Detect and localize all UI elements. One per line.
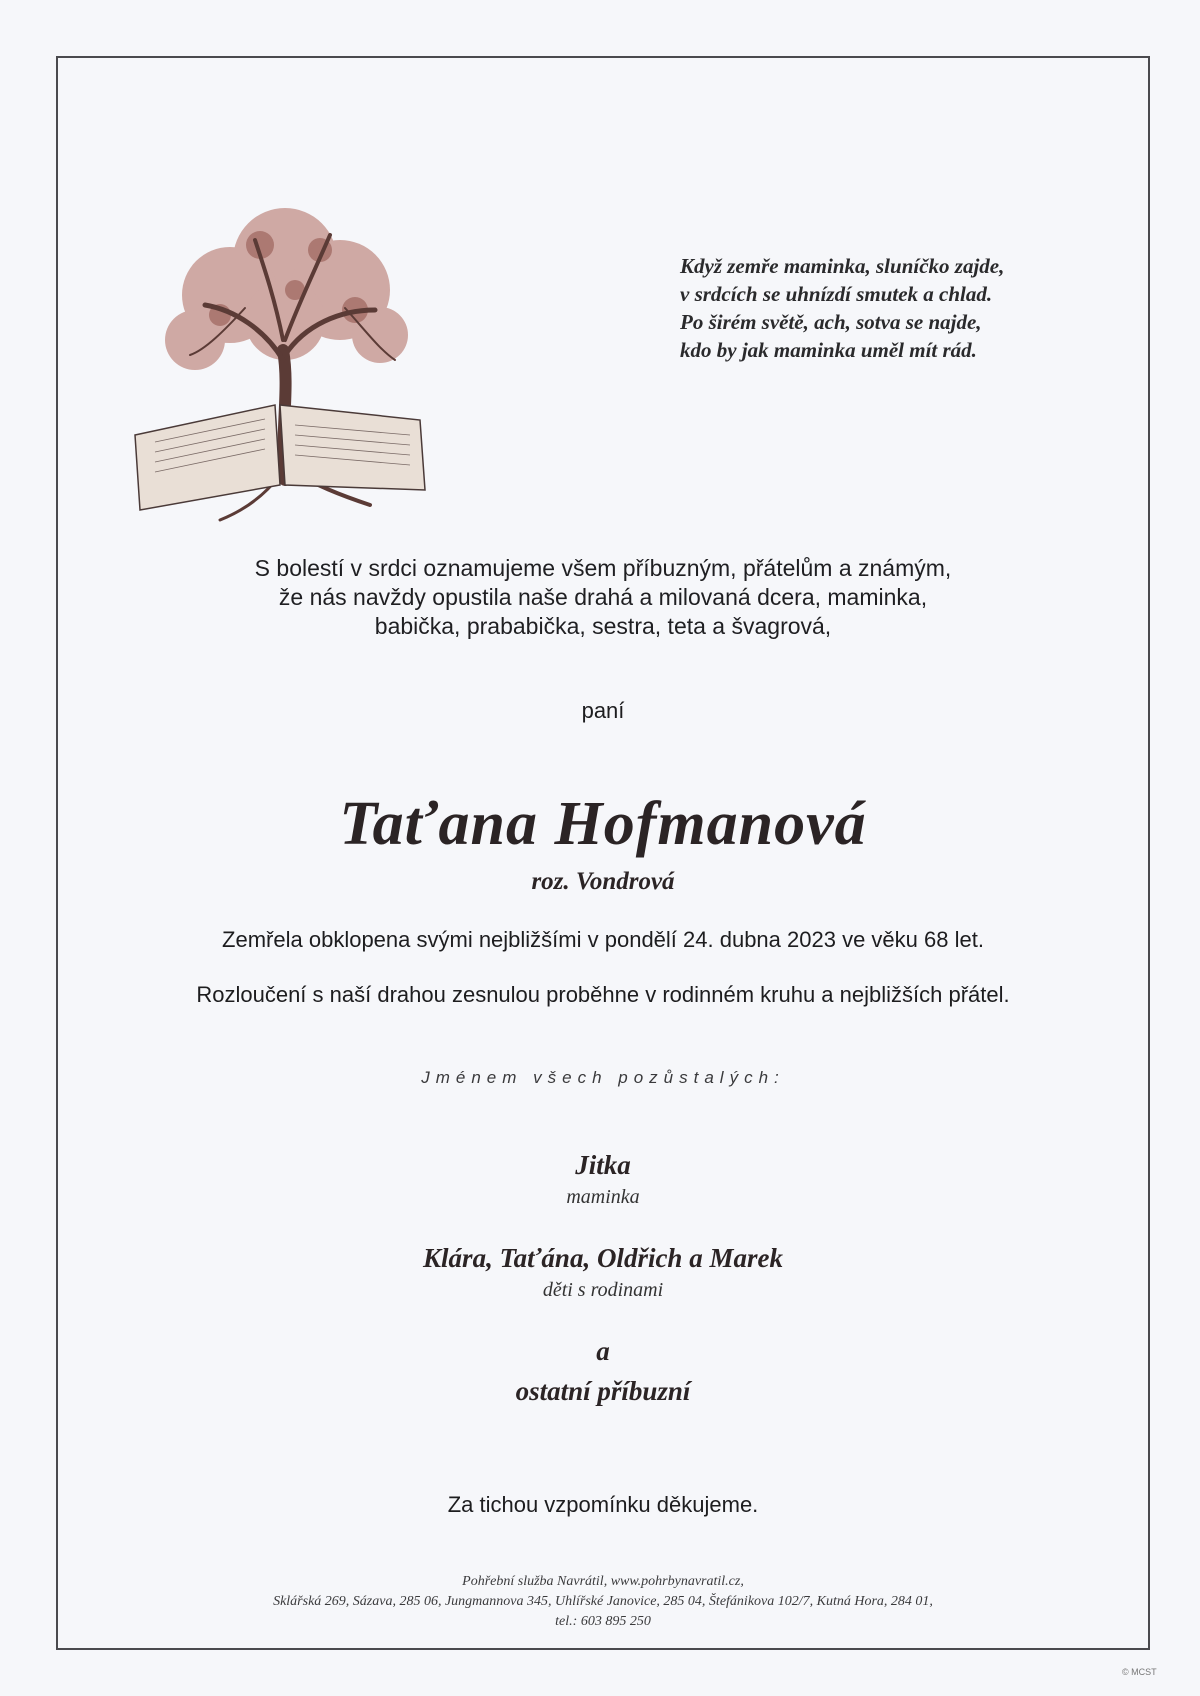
poem-line: kdo by jak maminka uměl mít rád. (680, 338, 977, 362)
announcement-line: S bolestí v srdci oznamujeme všem příbuzným, přátelům a známým, (254, 555, 952, 581)
announcement-text (56, 554, 1150, 641)
honorific: paní (581, 698, 625, 723)
deceased-name: Taťana Hofmanová (339, 790, 867, 858)
tree-book-illustration (125, 190, 450, 525)
funeral-service-line: Pohřební služba Navrátil, www.pohrbynavratil.cz, (462, 1574, 744, 1589)
mourner-name: Jitka (575, 1150, 631, 1180)
mourner-name: a (596, 1336, 610, 1366)
poem-line: Když zemře maminka, sluníčko zajde, (680, 254, 1005, 278)
farewell-notice: Rozloučení s naší drahou zesnulou proběhne v rodinném kruhu a nejbližších přátel. (196, 982, 1010, 1007)
mourner-name: Klára, Taťána, Oldřich a Marek (423, 1243, 783, 1273)
mourner-relation: ostatní příbuzní (515, 1376, 691, 1406)
funeral-service-line: tel.: 603 895 250 (555, 1614, 651, 1629)
on-behalf-heading: Jménem všech pozůstalých: (421, 1068, 785, 1087)
maiden-name: roz. Vondrová (531, 868, 675, 895)
corner-mark: © MCST (1122, 1667, 1157, 1677)
poem-line: Po širém světě, ach, sotva se najde, (680, 310, 982, 334)
mourner-relation: děti s rodinami (542, 1279, 664, 1301)
poem-quote (680, 252, 1080, 364)
announcement-line: babička, prababička, sestra, teta a švagrová, (374, 613, 832, 639)
death-notice: Zemřela obklopena svými nejbližšími v pondělí 24. dubna 2023 ve věku 68 let. (222, 927, 984, 952)
announcement-line: že nás navždy opustila naše drahá a milovaná dcera, maminka, (278, 584, 928, 610)
funeral-service-line: Sklářská 269, Sázava, 285 06, Jungmannova 345, Uhlířské Janovice, 285 04, Štefánikova 102/7, Kutná Hora, 284 01, (273, 1594, 933, 1609)
thanks-line: Za tichou vzpomínku děkujeme. (447, 1492, 759, 1517)
poem-line: v srdcích se uhnízdí smutek a chlad. (680, 282, 993, 306)
mourner-relation: maminka (566, 1186, 640, 1208)
